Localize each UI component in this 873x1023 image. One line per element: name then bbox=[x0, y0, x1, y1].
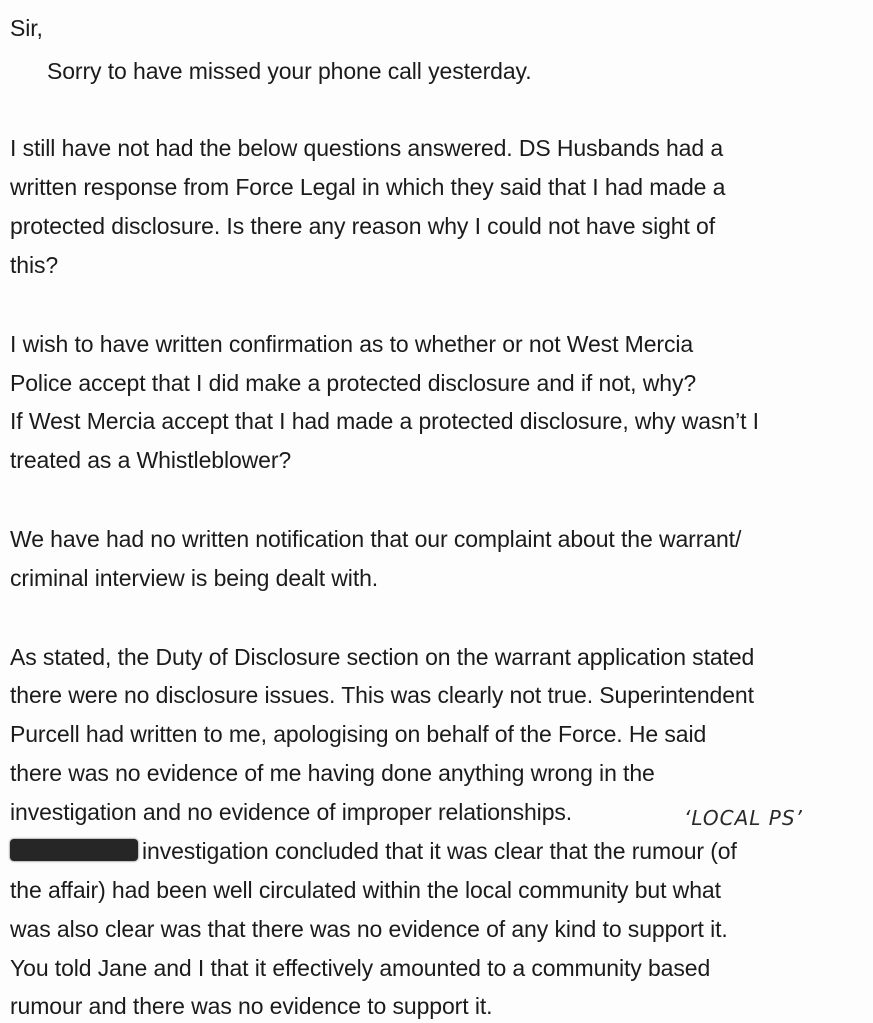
paragraph-1-line-4: this? bbox=[10, 252, 59, 278]
redaction-bar bbox=[10, 839, 138, 861]
paragraph-4-line-1: As stated, the Duty of Disclosure section on the warrant application stated bbox=[10, 644, 755, 670]
paragraph-1-line-3: protected disclosure. Is there any reason why I could not have sight of bbox=[10, 213, 716, 239]
opening-line: Sorry to have missed your phone call yesterday. bbox=[47, 58, 532, 84]
handwritten-note: ‘LOCAL PS’ bbox=[684, 806, 803, 830]
paragraph-4-line-4: there was no evidence of me having done anything wrong in the bbox=[10, 760, 655, 786]
salutation: Sir, bbox=[10, 15, 43, 41]
paragraph-2-line-3: If West Mercia accept that I had made a protected disclosure, why wasn’t I bbox=[10, 408, 759, 434]
paragraph-4-line-9: You told Jane and I that it effectively amounted to a community based bbox=[10, 955, 711, 981]
paragraph-4-line-3: Purcell had written to me, apologising on behalf of the Force. He said bbox=[10, 721, 707, 747]
paragraph-4-line-6: investigation concluded that it was clear that the rumour (of bbox=[142, 838, 737, 864]
paragraph-2-line-1: I wish to have written confirmation as to whether or not West Mercia bbox=[10, 331, 694, 357]
paragraph-4-line-8: was also clear was that there was no evidence of any kind to support it. bbox=[10, 916, 728, 942]
paragraph-4-line-2: there were no disclosure issues. This was clearly not true. Superintendent bbox=[10, 682, 754, 708]
paragraph-4-line-10: rumour and there was no evidence to support it. bbox=[10, 993, 493, 1019]
paragraph-1-line-2: written response from Force Legal in which they said that I had made a bbox=[10, 174, 726, 200]
paragraph-3-line-2: criminal interview is being dealt with. bbox=[10, 565, 379, 591]
paragraph-2-line-4: treated as a Whistleblower? bbox=[10, 447, 292, 473]
paragraph-4-line-7: the affair) had been well circulated within the local community but what bbox=[10, 877, 721, 903]
paragraph-4-line-5: investigation and no evidence of improper relationships. bbox=[10, 799, 573, 825]
paragraph-3-line-1: We have had no written notification that our complaint about the warrant/ bbox=[10, 526, 742, 552]
paragraph-2-line-2: Police accept that I did make a protected disclosure and if not, why? bbox=[10, 370, 697, 396]
paragraph-1-line-1: I still have not had the below questions answered. DS Husbands had a bbox=[10, 135, 724, 161]
